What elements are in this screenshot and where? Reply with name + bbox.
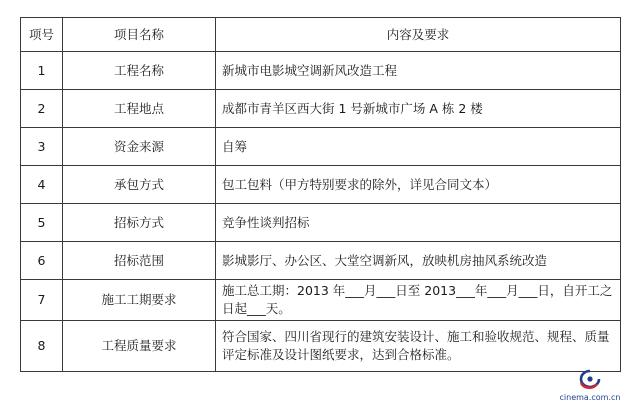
- row-content: 符合国家、四川省现行的建筑安装设计、施工和验收规范、规程、质量评定标准及设计图纸要求，达到合格标准。: [216, 321, 621, 372]
- table-row: [21, 90, 621, 128]
- row-number: 3: [21, 128, 63, 166]
- row-content: 新城市电影城空调新风改造工程: [216, 52, 621, 90]
- row-item-name: 资金来源: [63, 128, 216, 166]
- row-number: 7: [21, 280, 63, 321]
- header-content: 内容及要求: [216, 18, 621, 52]
- row-number: 2: [21, 90, 63, 128]
- table-row: [21, 321, 621, 372]
- table-row: [21, 280, 621, 321]
- row-item-name: 施工工期要求: [63, 280, 216, 321]
- table-row: [21, 128, 621, 166]
- site-watermark: [555, 368, 625, 402]
- row-number: 1: [21, 52, 63, 90]
- row-item-name: 工程质量要求: [63, 321, 216, 372]
- row-item-name: 工程名称: [63, 52, 216, 90]
- project-spec-table: [20, 17, 621, 372]
- row-number: 6: [21, 242, 63, 280]
- watermark-text: cinema.com.cn: [559, 393, 621, 402]
- row-content: 施工总工期：2013 年___月___日至 2013___年___月___日，自开工之日起___天。: [216, 280, 621, 321]
- row-content: 包工包料（甲方特别要求的除外，详见合同文本）: [216, 166, 621, 204]
- table-row: [21, 52, 621, 90]
- table-row: [21, 242, 621, 280]
- row-content: 影城影厅、办公区、大堂空调新风，放映机房抽风系统改造: [216, 242, 621, 280]
- table-row: [21, 204, 621, 242]
- row-number: 4: [21, 166, 63, 204]
- header-item-name: 项目名称: [63, 18, 216, 52]
- row-number: 8: [21, 321, 63, 372]
- row-content: 自筹: [216, 128, 621, 166]
- row-content: 成都市青羊区西大街 1 号新城市广场 A 栋 2 楼: [216, 90, 621, 128]
- row-item-name: 招标方式: [63, 204, 216, 242]
- header-row: [21, 18, 621, 52]
- header-number: 项号: [21, 18, 63, 52]
- cinema-logo-icon: [577, 368, 603, 390]
- row-item-name: 工程地点: [63, 90, 216, 128]
- table-row: [21, 166, 621, 204]
- row-number: 5: [21, 204, 63, 242]
- row-content: 竞争性谈判招标: [216, 204, 621, 242]
- row-item-name: 承包方式: [63, 166, 216, 204]
- row-item-name: 招标范围: [63, 242, 216, 280]
